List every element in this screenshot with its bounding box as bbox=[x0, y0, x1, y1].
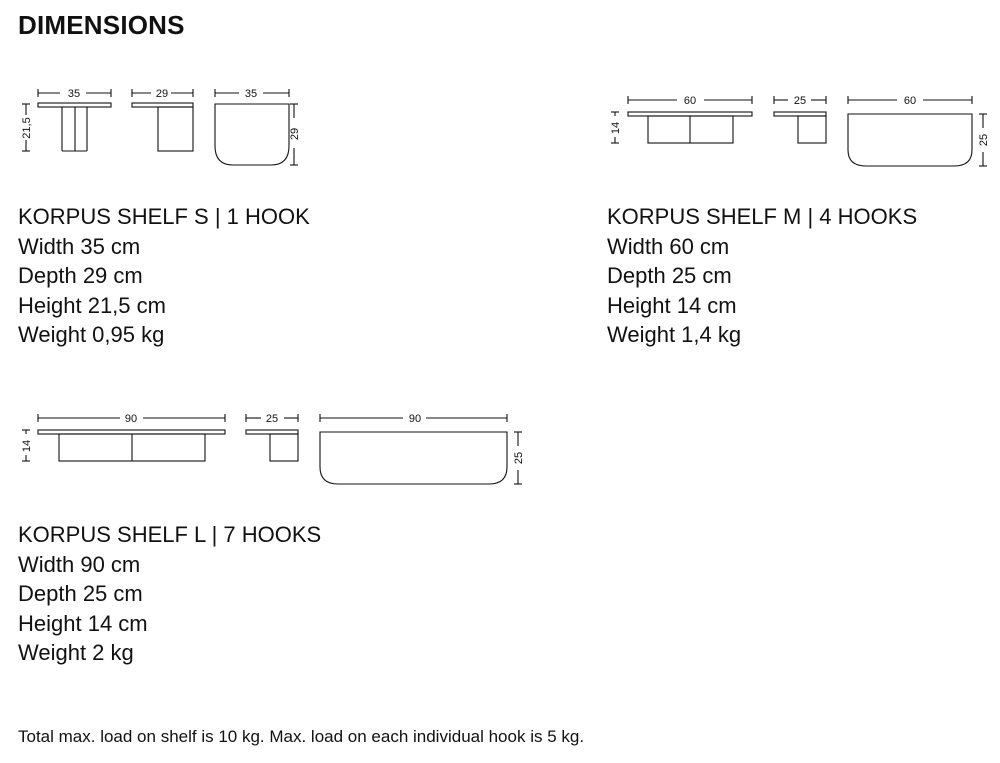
shelf-s-depth-label: 29 bbox=[155, 88, 169, 100]
shelf-s-height-label: 21,5 bbox=[21, 117, 33, 139]
shelf-m-top-view bbox=[848, 95, 990, 166]
shelf-l-drawing bbox=[0, 405, 540, 490]
shelf-s-specs bbox=[18, 202, 310, 350]
shelf-s-name: KORPUS SHELF S | 1 HOOK bbox=[18, 204, 310, 229]
load-note: Total max. load on shelf is 10 kg. Max. load on each individual hook is 5 kg. bbox=[18, 727, 585, 746]
shelf-m-side-view bbox=[774, 95, 826, 143]
shelf-m-back-width-label: 60 bbox=[903, 95, 917, 107]
shelf-s-width-label: 35 bbox=[67, 88, 81, 100]
shelf-m-name: KORPUS SHELF M | 4 HOOKS bbox=[607, 204, 918, 229]
shelf-l-back-width-label: 90 bbox=[408, 413, 422, 425]
shelf-m-front-view bbox=[610, 95, 752, 143]
shelf-m-depth: Depth 25 cm bbox=[607, 263, 732, 288]
shelf-m-back-depth-label: 25 bbox=[978, 133, 990, 147]
shelf-l-top-view bbox=[320, 413, 525, 484]
shelf-s-back-width-label: 35 bbox=[244, 88, 258, 100]
shelf-l-depth: Depth 25 cm bbox=[18, 581, 143, 606]
shelf-s-weight: Weight 0,95 kg bbox=[18, 322, 165, 347]
shelf-m-weight: Weight 1,4 kg bbox=[607, 322, 742, 347]
shelf-l-height-label: 14 bbox=[21, 439, 33, 453]
shelf-m-width: Width 60 cm bbox=[607, 233, 730, 259]
page-title: DIMENSIONS bbox=[18, 10, 185, 40]
shelf-l-back-depth-label: 25 bbox=[513, 451, 525, 465]
shelf-m-depth-label: 25 bbox=[793, 95, 807, 107]
shelf-l-depth-label: 25 bbox=[265, 413, 279, 425]
shelf-l-side-view bbox=[246, 413, 298, 461]
shelf-m-height-label: 14 bbox=[610, 121, 622, 135]
shelf-l-weight: Weight 2 kg bbox=[18, 640, 134, 665]
shelf-l-specs bbox=[18, 520, 321, 668]
shelf-s-back-depth-label: 29 bbox=[289, 127, 301, 141]
shelf-l-height: Height 14 cm bbox=[18, 610, 148, 636]
shelf-s-side-view bbox=[132, 88, 193, 151]
shelf-s-width: Width 35 cm bbox=[18, 233, 141, 259]
shelf-m-width-label: 60 bbox=[683, 95, 697, 107]
shelf-m-height: Height 14 cm bbox=[607, 292, 737, 318]
shelf-s-height: Height 21,5 cm bbox=[18, 292, 166, 318]
shelf-l-front-view bbox=[21, 413, 225, 461]
shelf-l-name: KORPUS SHELF L | 7 HOOKS bbox=[18, 522, 322, 547]
shelf-l-width: Width 90 cm bbox=[18, 551, 141, 577]
shelf-s-top-view bbox=[215, 88, 301, 165]
shelf-m-specs bbox=[607, 202, 917, 350]
shelf-s-front-view bbox=[21, 88, 111, 151]
shelf-s-depth: Depth 29 cm bbox=[18, 263, 143, 288]
shelf-s-drawing bbox=[0, 80, 320, 175]
shelf-l-width-label: 90 bbox=[124, 413, 138, 425]
shelf-m-drawing bbox=[600, 88, 1000, 173]
